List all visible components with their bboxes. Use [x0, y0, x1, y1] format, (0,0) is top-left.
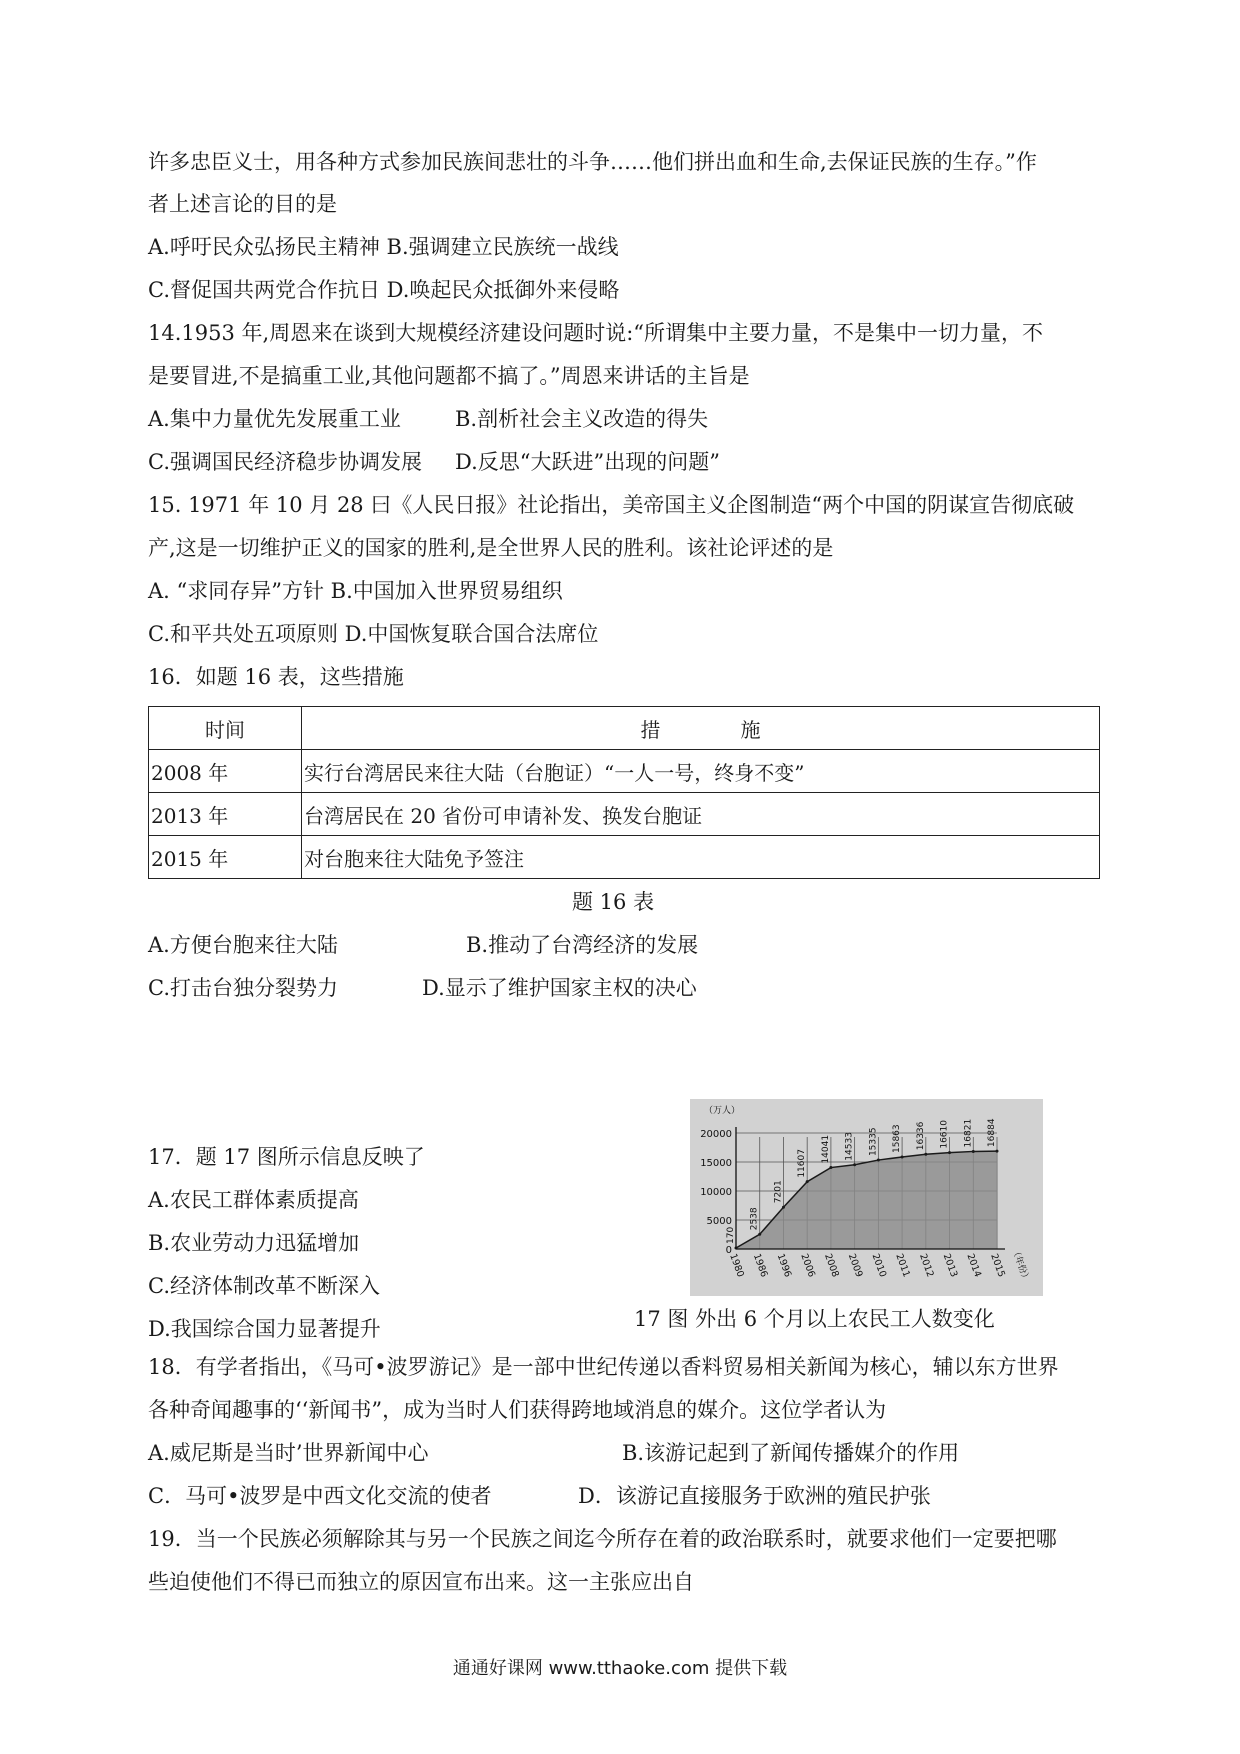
chart-x-tick-label: 2010 [869, 1252, 889, 1279]
q14-option-c: C.强调国民经济稳步协调发展 [148, 450, 422, 474]
q18-option-c: C．马可•波罗是中西文化交流的使者 [148, 1484, 492, 1508]
chart-x-tick-label: 2008 [822, 1252, 841, 1279]
chart-x-tick-label: 2015 [988, 1252, 1007, 1279]
table-cell-measure: 实行台湾居民来往大陆（台胞证）“一人一号，终身不变” [302, 750, 1100, 793]
table-cell-year: 2013 年 [149, 793, 302, 836]
q18-option-b: B.该游记起到了新闻传播媒介的作用 [622, 1441, 960, 1465]
q17-chart [690, 1099, 1043, 1296]
chart-x-tick-label: 1996 [774, 1252, 794, 1279]
chart-x-tick-label: 2011 [893, 1252, 912, 1279]
chart-data-label: 15863 [892, 1124, 903, 1153]
table-row [149, 793, 1100, 836]
chart-data-label: 2538 [749, 1207, 760, 1231]
q18-option-d: D．该游记直接服务于欧洲的殖民护张 [578, 1484, 931, 1508]
chart-x-tick-label: 1980 [727, 1252, 746, 1279]
chart-y-tick-label: 10000 [700, 1187, 732, 1198]
q14-option-b: B.剖析社会主义改造的得失 [455, 407, 709, 431]
chart-data-point [972, 1150, 975, 1153]
table-header-row [149, 707, 1100, 750]
chart-x-tick-label: 2012 [916, 1252, 936, 1279]
q17-chart-svg [690, 1099, 1043, 1296]
chart-data-point [806, 1180, 809, 1183]
q16-table-caption: 题 16 表 [572, 890, 655, 914]
table-cell-year: 2008 年 [149, 750, 302, 793]
q18-option-a: A.威尼斯是当时’世界新闻中心 [148, 1441, 429, 1465]
table-header-measure: 措 施 [302, 707, 1100, 750]
q13-options-cd: C.督促国共两党合作抗日 D.唤起民众抵御外来侵略 [148, 278, 620, 302]
q16-option-d: D.显示了维护国家主权的决心 [422, 976, 697, 1000]
q14-option-a: A.集中力量优先发展重工业 [148, 407, 401, 431]
chart-data-label: 16610 [939, 1120, 950, 1149]
chart-data-label: 11607 [797, 1149, 808, 1178]
chart-x-tick-label: 2014 [964, 1252, 984, 1279]
chart-data-point [901, 1155, 904, 1158]
chart-x-tick-label: 2009 [845, 1252, 865, 1279]
table-row [149, 836, 1100, 879]
chart-data-label: 170 [726, 1226, 736, 1245]
q14-text-line1: 14.1953 年,周恩来在谈到大规模经济建设问题时说:“所谓集中主要力量，不是集中一切力量，不 [148, 321, 1043, 345]
chart-data-label: 7201 [773, 1180, 784, 1204]
chart-data-label: 16884 [987, 1118, 997, 1148]
chart-data-point [924, 1153, 927, 1156]
chart-x-tick-label: 2013 [940, 1252, 960, 1279]
q13-text-line2: 者上述言论的目的是 [148, 192, 337, 216]
chart-data-label: 16821 [963, 1118, 974, 1148]
chart-data-point [853, 1163, 856, 1166]
table-cell-measure: 台湾居民在 20 省份可申请补发、换发台胞证 [302, 793, 1100, 836]
q17-option-d: D.我国综合国力显著提升 [148, 1317, 381, 1341]
q16-option-a: A.方便台胞来往大陆 [148, 933, 338, 957]
q18-text-line2: 各种奇闻趣事的‘‘新闻书”，成为当时人们获得跨地域消息的媒介。这位学者认为 [148, 1398, 887, 1422]
q13-text-line1: 许多忠臣义士，用各种方式参加民族间悲壮的斗争……他们拼出血和生命,去保证民族的生存。”作 [148, 150, 1037, 174]
q17-option-c: C.经济体制改革不断深入 [148, 1274, 380, 1298]
chart-y-tick-label: 0 [725, 1245, 732, 1256]
chart-data-label: 14041 [820, 1134, 831, 1164]
q17-option-a: A.农民工群体素质提高 [148, 1188, 359, 1212]
q17-option-b: B.农业劳动力迅猛增加 [148, 1231, 360, 1255]
chart-data-point [829, 1166, 832, 1169]
chart-y-axis-label: （万人） [704, 1106, 741, 1116]
chart-x-axis-label: （年份） [1009, 1246, 1031, 1284]
q17-chart-caption: 17 图 外出 6 个月以上农民工人数变化 [634, 1307, 995, 1331]
chart-data-point [996, 1150, 999, 1153]
chart-data-point [948, 1151, 951, 1154]
table-header-time: 时间 [149, 707, 302, 750]
chart-data-point [877, 1159, 880, 1162]
q19-text-line1: 19．当一个民族必须解除其与另一个民族之间迄今所存在着的政治联系时，就要求他们一定要把哪 [148, 1527, 1057, 1551]
q14-text-line2: 是要冒进,不是搞重工业,其他问题都不搞了。”周恩来讲话的主旨是 [148, 364, 750, 388]
table-cell-measure: 对台胞来往大陆免予签注 [302, 836, 1100, 879]
q16-stem: 16．如题 16 表，这些措施 [148, 665, 404, 689]
chart-y-tick-label: 5000 [706, 1216, 732, 1227]
chart-y-tick-label: 20000 [700, 1129, 732, 1140]
q15-options-ab: A. “求同存异”方针 B.中国加入世界贸易组织 [148, 579, 563, 603]
q17-stem: 17．题 17 图所示信息反映了 [148, 1145, 425, 1169]
chart-data-point [782, 1206, 785, 1209]
table-cell-year: 2015 年 [149, 836, 302, 879]
q16-table [148, 706, 1100, 879]
q13-options-ab: A.呼吁民众弘扬民主精神 B.强调建立民族统一战线 [148, 235, 619, 259]
chart-data-label: 15335 [868, 1127, 879, 1157]
q19-text-line2: 些迫使他们不得已而独立的原因宣布出来。这一主张应出自 [148, 1570, 694, 1594]
q15-text-line2: 产,这是一切维护正义的国家的胜利,是全世界人民的胜利。该社论评述的是 [148, 536, 834, 560]
chart-data-point [758, 1233, 761, 1236]
q18-text-line1: 18．有学者指出，《马可•波罗游记》是一部中世纪传递以香料贸易相关新闻为核心，辅以东方世界 [148, 1355, 1059, 1379]
q15-options-cd: C.和平共处五项原则 D.中国恢复联合国合法席位 [148, 622, 599, 646]
chart-x-tick-label: 2006 [798, 1252, 817, 1279]
q15-text-line1: 15. 1971 年 10 月 28 曰《人民日报》社论指出，美帝国主义企图制造“两个中国的阴谋宣告彻底破 [148, 493, 1075, 517]
q16-option-b: B.推动了台湾经济的发展 [466, 933, 699, 957]
chart-x-tick-label: 1986 [750, 1252, 770, 1279]
page-footer: 通通好课网 www.tthaoke.com 提供下载 [452, 1658, 788, 1679]
chart-data-label: 16336 [915, 1121, 926, 1151]
q14-option-d: D.反思“大跃进”出现的问题” [455, 450, 720, 474]
q16-option-c: C.打击台独分裂势力 [148, 976, 338, 1000]
chart-data-label: 14533 [844, 1132, 855, 1161]
chart-y-tick-label: 15000 [700, 1158, 732, 1169]
table-row [149, 750, 1100, 793]
